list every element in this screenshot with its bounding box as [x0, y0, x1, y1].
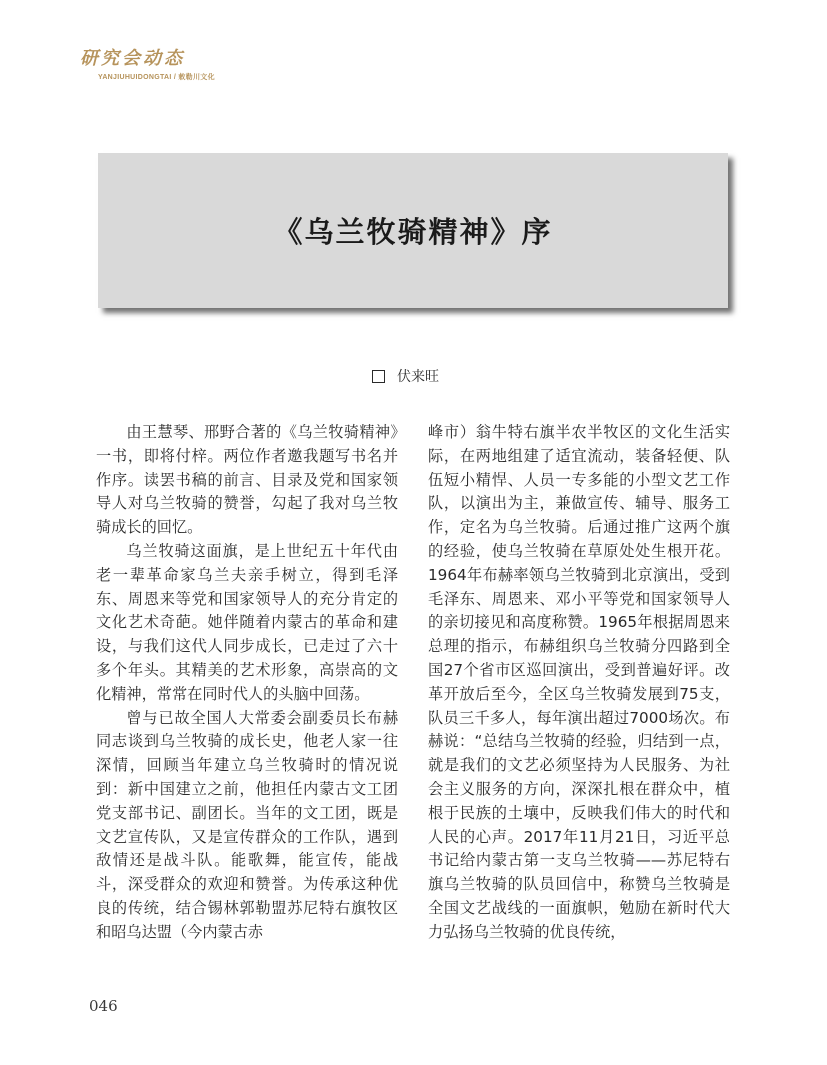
paragraph: 曾与已故全国人大常委会副委员长布赫同志谈到乌兰牧骑的成长史，他老人家一往深情，回顾当年建立乌兰牧骑时的情况说到：新中国建立之前，他担任内蒙古文工团党支部书记、副团长。当年的文工团，既是文艺宣传队，又是宣传群众的工作队，遇到敌情还是战斗队。能歌舞，能宣传，能战斗，深受群众的欢迎和赞誉。为传承这种优良的传统，结合锡林郭勒盟苏尼特右旗牧区和昭乌达盟（今内蒙古赤: [96, 708, 398, 941]
title-banner: [98, 153, 728, 308]
right-column: [428, 421, 730, 945]
left-column: [96, 421, 398, 945]
section-subtitle: YANJIUHUIDONGTAI / 敕勒川文化: [98, 74, 215, 81]
paragraph: 乌兰牧骑这面旗，是上世纪五十年代由老一辈革命家乌兰夫亲手树立，得到毛泽东、周恩来等党和国家领导人的充分肯定的文化艺术奇葩。她伴随着内蒙古的革命和建设，与我们这代人同步成长，已走过了六十多个年头。其精美的艺术形象，高崇高的文化精神，常常在同时代人的头脑中回荡。: [96, 541, 398, 703]
section-header: [80, 48, 215, 82]
byline-box-icon: [372, 370, 385, 383]
paragraph: 由王慧琴、邢野合著的《乌兰牧骑精神》一书，即将付梓。两位作者邀我题写书名并作序。读罢书稿的前言、目录及党和国家领导人对乌兰牧骑的赞誉，勾起了我对乌兰牧骑成长的回忆。: [96, 423, 398, 537]
section-title: 研究会动态: [80, 48, 185, 69]
article-title: 《乌兰牧骑精神》序: [273, 215, 553, 249]
author-name: 伏来旺: [397, 369, 439, 385]
page-number: 046: [89, 997, 118, 1015]
byline: [372, 366, 439, 386]
paragraph: 峰市）翁牛特右旗半农半牧区的文化生活实际，在两地组建了适宜流动，装备轻便、队伍短小精悍、人员一专多能的小型文艺工作队，以演出为主，兼做宣传、辅导、服务工作，定名为乌兰牧骑。后通过推广这两个旗的经验，使乌兰牧骑在草原处处生根开花。1964年布赫率领乌兰牧骑到北京演出，受到毛泽东、周恩来、邓小平等党和国家领导人的亲切接见和高度称赞。1965年根据周恩来总理的指示，布赫组织乌兰牧骑分四路到全国27个省市区巡回演出，受到普遍好评。改革开放后至今，全区乌兰牧骑发展到75支，队员三千多人，每年演出超过7000场次。布赫说：“总结乌兰牧骑的经验，归结到一点，就是我们的文艺必须坚持为人民服务、为社会主义服务的方向，深深扎根在群众中，植根于民族的土壤中，反映我们伟大的时代和人民的心声。2017年11月21日，习近平总书记给内蒙古第一支乌兰牧骑——苏尼特右旗乌兰牧骑的队员回信中，称赞乌兰牧骑是全国文艺战线的一面旗帜，勉励在新时代大力弘扬乌兰牧骑的优良传统，: [428, 423, 730, 941]
